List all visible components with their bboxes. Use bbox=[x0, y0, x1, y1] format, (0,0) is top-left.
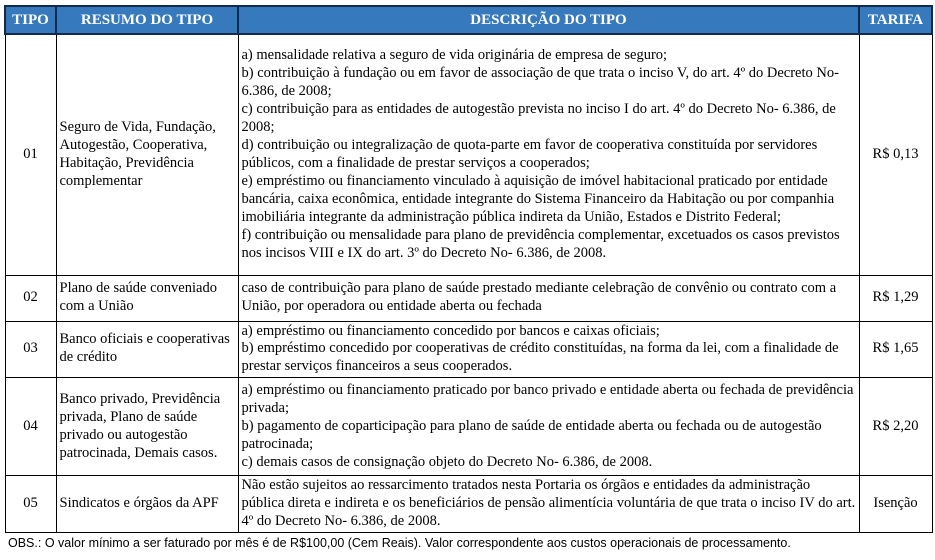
descricao-item: a) empréstimo ou financiamento concedido por bancos e caixas oficiais; bbox=[241, 322, 660, 339]
tipo-cell: 03 bbox=[5, 321, 56, 378]
table-row bbox=[5, 275, 932, 321]
descricao-item: c) contribuição para as entidades de autogestão prevista no inciso I do art. 4º do Decreto No- 6.386, de 2008; bbox=[241, 100, 836, 135]
tipo-cell: 01 bbox=[5, 34, 56, 275]
tipo-cell: 05 bbox=[5, 476, 56, 533]
tarifa-cell: R$ 1,65 bbox=[859, 321, 932, 378]
descricao-item: f) contribuição ou mensalidade para plano de previdência complementar, excetuados os casos previstos nos incisos VIII e IX do art. 3º do Decreto No- 6.386, de 2008. bbox=[241, 226, 840, 261]
tipo-cell: 04 bbox=[5, 378, 56, 476]
table-header-row bbox=[5, 6, 932, 34]
descricao-item: d) contribuição ou integralização de quota-parte em favor de cooperativa constituída por servidores públicos, com a finalidade de prestar serviços a cooperados; bbox=[241, 136, 818, 171]
tarifa-cell: R$ 1,29 bbox=[859, 275, 932, 321]
resumo-cell: Banco privado, Previdência privada, Plano de saúde privado ou autogestão patrocinada, Demais casos. bbox=[56, 378, 238, 476]
descricao-item: a) empréstimo ou financiamento praticado por banco privado e entidade aberta ou fechada de previdência privada; bbox=[241, 381, 854, 416]
tipo-cell: 02 bbox=[5, 275, 56, 321]
descricao-item: c) demais casos de consignação objeto do Decreto No- 6.386, de 2008. bbox=[241, 453, 653, 470]
tarifa-cell: Isenção bbox=[859, 476, 932, 533]
resumo-cell: Plano de saúde conveniado com a União bbox=[56, 275, 238, 321]
table-row bbox=[5, 34, 932, 275]
resumo-cell: Seguro de Vida, Fundação, Autogestão, Cooperativa, Habitação, Previdência complementar bbox=[56, 34, 238, 275]
descricao-item: caso de contribuição para plano de saúde prestado mediante celebração de convênio ou contrato com a União, por operadora ou entidade aberta ou fechada bbox=[241, 280, 837, 314]
descricao-cell bbox=[238, 34, 859, 275]
descricao-cell bbox=[238, 275, 859, 321]
descricao-item: b) pagamento de coparticipação para plano de saúde de entidade aberta ou fechada ou de autogestão patrocinada; bbox=[241, 417, 822, 452]
resumo-cell: Banco oficiais e cooperativas de crédito bbox=[56, 321, 238, 378]
footnote: OBS.: O valor mínimo a ser faturado por mês é de R$100,00 (Cem Reais). Valor correspondente aos custos operacionais de processamento. bbox=[8, 536, 791, 550]
table-row bbox=[5, 378, 932, 476]
header-descricao: DESCRIÇÃO DO TIPO bbox=[238, 6, 859, 34]
header-tipo: TIPO bbox=[5, 6, 56, 34]
header-resumo: RESUMO DO TIPO bbox=[56, 6, 238, 34]
tarifa-cell: R$ 0,13 bbox=[859, 34, 932, 275]
descricao-cell bbox=[238, 476, 859, 533]
header-tarifa: TARIFA bbox=[859, 6, 932, 34]
descricao-item: b) empréstimo concedido por cooperativas de crédito constituídas, na forma da lei, com a finalidade de prestar serviços financeiros a seus cooperados. bbox=[241, 340, 839, 375]
table-row bbox=[5, 321, 932, 378]
tariff-table bbox=[4, 5, 933, 533]
descricao-item: b) contribuição à fundação ou em favor de associação de que trata o inciso V, do art. 4º do Decreto No- 6.386, de 2008; bbox=[241, 64, 839, 99]
descricao-cell bbox=[238, 321, 859, 378]
descricao-item: a) mensalidade relativa a seguro de vida originária de empresa de seguro; bbox=[241, 46, 668, 63]
resumo-cell: Sindicatos e órgãos da APF bbox=[56, 476, 238, 533]
descricao-item: e) empréstimo ou financiamento vinculado à aquisição de imóvel habitacional praticado por entidade bancária, caixa econômica, entidade integrante do Sistema Financeiro da Habitação ou por companhia imobiliária integrante da administração pública indireta da União, Estados e Distrito Federal; bbox=[241, 172, 835, 225]
descricao-item: Não estão sujeitos ao ressarcimento tratados nesta Portaria os órgãos e entidades da administração pública direta e indireta e os beneficiários de pensão alimentícia voluntária de que trata o inciso IV do art. 4º do Decreto No- 6.386, de 2008. bbox=[241, 477, 856, 530]
table-row bbox=[5, 476, 932, 533]
tarifa-cell: R$ 2,20 bbox=[859, 378, 932, 476]
descricao-cell bbox=[238, 378, 859, 476]
